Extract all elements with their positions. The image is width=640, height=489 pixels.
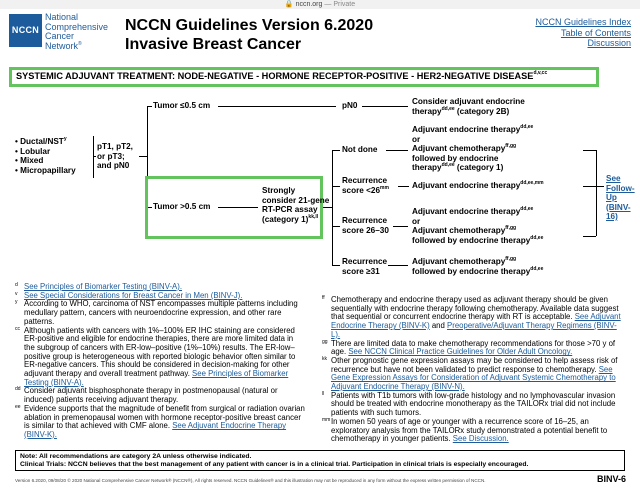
footnote: $^v$ See Special Considerations for Breast Cancer in Men (BINV-J). [15,290,243,300]
footnote: $^{cc}$ Although patients with cancers with 1%–100% ER IHC staining are considered ER-positive and eligible for endocrine therapies, there are more limited data in the subgroup of cancers with ER-low–positive (1%–10%) results. The ER-low–positive group is heterogeneous with reported biologic behavior often similar to ER-negative cancers. This should be considered in decision-making for other adjuvant therapy and overall treatment pathway. See Principles of Biomarker Testing (BINV-A). [15,325,296,387]
footnote: $^y$ According to WHO, carcinoma of NST encompasses multiple patterns including medullary pattern, cancers with neuroendocrine expression, and other rare patterns. [15,299,298,326]
tumor-small-box: Tumor ≤0.5 cm [153,101,211,110]
flow-connector [408,186,409,187]
nccn-logo-text: National Comprehensive Cancer Network® [45,12,109,51]
footnote: $^d$ See Principles of Biomarker Testing (BINV-A). [15,282,183,291]
recurrence-gte31-treatment: Adjuvant chemotherapy$^{ff,gg}$ followed by endocrine therapy$^{dd,ee}$ [412,256,544,276]
not-done-box: Not done [342,145,378,154]
flow-connector [386,150,408,151]
flow-connector [362,106,408,107]
footnote: $^{kk}$ Other prognostic gene expression assays may be considered to help assess risk of recurrence but have not been validated to predict response to chemotherapy. See Gene Expression Assays for Consideration of Adjuvant Systemic Chemotherapy to Adjuvant Endocrine Therapy (BINV-N). [322,355,618,392]
browser-url-bar[interactable]: 🔒 nccn.org — Private [0,0,640,9]
flow-connector [147,106,152,107]
note-line-1: Note: All recommendations are category 2A unless otherwise indicated. [20,453,252,460]
footnote: $^{gg}$ There are limited data to make chemotherapy recommendations for those >70 y of age. See NCCN Clinical Practice Guidelines for Older Adult Oncology. [322,338,616,357]
page-id: BINV-6 [596,474,626,484]
flow-connector [583,186,596,187]
recurrence-lt26-treatment: Adjuvant endocrine therapy$^{dd,ee,mm}$ [412,180,544,190]
pn0-box: pN0 [342,101,358,110]
flow-connector [393,226,408,227]
recurrence-26-30-treatment: Adjuvant endocrine therapy$^{dd,ee}$ or Adjuvant chemotherapy$^{ff,gg}$ followed by endocrine therapy$^{dd,ee}$ [412,206,544,245]
nccn-logo: NCCN [9,14,42,47]
histology-list: • Ductal/NST$^y$ • Lobular • Mixed • Micropapillary [15,136,76,175]
recurrence-score-lt26-box: Recurrence score $<26^{mm}$ [342,176,389,195]
flow-connector [388,265,408,266]
flow-connector [332,186,340,187]
copyright-footer: Version 6.2020, 09/08/20 © 2020 National Comprehensive Cancer Network® (NCCN®), All rights reserved. NCCN Guidelines® and this illustration may not be reproduced in any form without the express written permission of NCCN. [15,478,486,483]
flow-bracket-4 [596,150,597,236]
footnote: $^{ll}$ Patients with T1b tumors with low-grade histology and no lymphovascular invasion should be treated with endocrine monotherapy as the TAILORx trial did not include patients with such tumors. [322,390,616,418]
gene-assay-box: Strongly consider 21-gene RT-PCR assay (category 1)$^{kk,ll}$ [262,186,330,224]
footnote-link[interactable]: See Adjuvant Endocrine Therapy (BINV-K). [24,421,287,439]
note-box [15,450,625,471]
flow-connector [398,186,408,187]
flow-bracket-3 [332,150,333,265]
flow-bracket-1 [93,136,94,178]
flow-connector [93,156,96,157]
footnote-link[interactable]: See Gene Expression Assays for Consideration of Adjuvant Systemic Chemotherapy to Adjuvant Endocrine Therapy (BINV-N). [331,364,616,392]
flow-connector [583,150,596,151]
tumor-large-box: Tumor >0.5 cm [153,202,211,211]
flow-connector [596,186,604,187]
flow-connector [139,156,147,157]
footnote-link[interactable]: See Principles of Biomarker Testing (BINV-A). [24,282,183,291]
table-of-contents-link[interactable]: Table of Contents [560,27,631,38]
footnote-link[interactable]: See Principles of Biomarker Testing (BINV-A). [24,369,289,387]
note-line-2: Clinical Trials: NCCN believes that the best management of any patient with cancer is in a clinical trial. Participation in clinical trials is especially encouraged. [20,461,529,469]
not-done-treatment: Adjuvant endocrine therapy$^{dd,ee}$ or Adjuvant chemotherapy$^{ff,gg}$ followed by endocrine therapy$^{dd,ee}$ (category 1) [412,124,534,172]
footnote-link[interactable]: Preoperative/Adjuvant Therapy Regimens (BINV-L). [331,321,617,339]
guidelines-index-link[interactable]: NCCN Guidelines Index [535,17,631,27]
footnote-link[interactable]: See Discussion. [452,434,509,444]
private-label: Private [333,1,356,8]
discussion-link[interactable]: Discussion [587,38,631,48]
flow-connector [332,150,340,151]
url-text: nccn.org [295,1,323,8]
flow-connector [583,236,596,237]
recurrence-score-26-30-box: Recurrence score 26–30 [342,216,389,235]
footnote-link[interactable]: See Adjuvant Endocrine Therapy (BINV-K) [331,312,621,331]
flow-connector [218,106,336,107]
footnote: $^{ee}$ Evidence supports that the magnitude of benefit from surgical or radiation ovarian ablation in premenopausal women with hormone receptor-positive breast cancer is similar to that achieved with CMF alone. See Adjuvant Endocrine Therapy (BINV-K). [15,403,305,439]
footnotes-left [15,283,305,440]
footnote: $^{dd}$ Consider adjuvant bisphosphonate therapy in postmenopausal (natural or induced) patients receiving adjuvant therapy. [15,386,278,405]
stage-box: pT1, pT2, or pT3; and pN0 [97,142,133,170]
footnote: $^{ff}$ Chemotherapy and endocrine therapy used as adjuvant therapy should be given sequentially with endocrine therapy following chemotherapy. Available data suggest that sequential or concurrent endocrine therapy with RT is acceptable. See Adjuvant Endocrine Therapy (BINV-K) and Preoperative/Adjuvant Therapy Regimens (BINV-L). [322,295,621,339]
recurrence-score-gte31-box: Recurrence score ≥31 [342,257,388,276]
top-nav-links [535,17,631,49]
follow-up-link[interactable]: See Follow-Up (BINV-16) [606,174,635,221]
footnotes-right [322,296,625,444]
lock-icon: 🔒 [284,1,294,8]
footnote: $^{mm}$In women 50 years of age or younger with a recurrence score of 16–25, an exploratory analysis from the TAILORx study demonstrated a potential benefit to chemotherapy in younger patients. See Discussion. [322,416,608,444]
footnote-link[interactable]: See Special Considerations for Breast Cancer in Men (BINV-J). [24,290,243,300]
page-subtitle: Invasive Breast Cancer [125,36,302,53]
page-title: NCCN Guidelines Version 6.2020 [125,17,374,34]
section-heading: SYSTEMIC ADJUVANT TREATMENT: NODE-NEGATIVE - HORMONE RECEPTOR-POSITIVE - HER2-NEGATIVE $DISEASE^{d,v,cc}$ [16,70,548,81]
flow-connector [332,265,340,266]
footnote-link[interactable]: See NCCN Clinical Practice Guidelines for Older Adult Oncology. [348,347,573,357]
pn0-treatment: Consider adjuvant endocrine therapy$^{dd,ee}$ (category 2B) [412,97,525,116]
flow-connector [332,226,340,227]
